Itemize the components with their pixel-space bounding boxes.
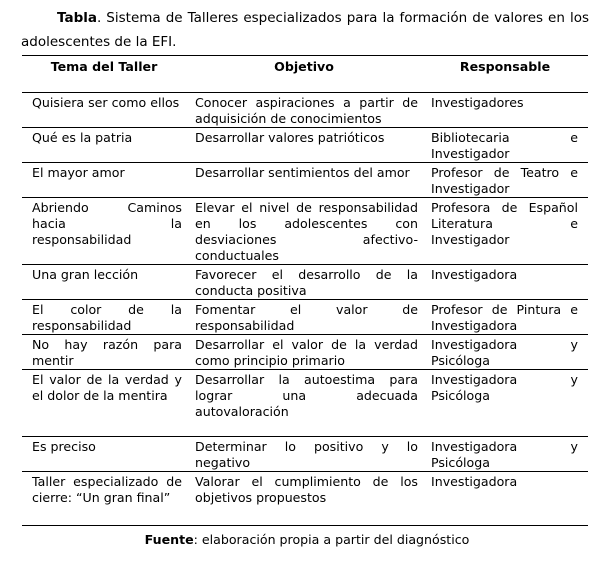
- cell-tema: Quisiera ser como ellos: [22, 93, 186, 128]
- cell-tema: Es preciso: [22, 437, 186, 472]
- table-row: [22, 472, 588, 526]
- cell-responsable: Bibliotecaria e Investigador: [422, 128, 588, 163]
- header-responsable: Responsable: [422, 56, 588, 93]
- header-tema: Tema del Taller: [22, 56, 186, 93]
- cell-responsable: Investigadora y Psicóloga: [422, 335, 588, 370]
- cell-objetivo: Desarrollar el valor de la verdad como principio primario: [186, 335, 422, 370]
- cell-tema: El valor de la verdad y el dolor de la mentira: [22, 370, 186, 437]
- cell-responsable: Investigadora y Psicóloga: [422, 370, 588, 437]
- cell-objetivo: Determinar lo positivo y lo negativo: [186, 437, 422, 472]
- table-row: [22, 163, 588, 198]
- source-note: [0, 532, 614, 547]
- source-text: : elaboración propia a partir del diagnóstico: [193, 532, 470, 547]
- cell-objetivo: Conocer aspiraciones a partir de adquisición de conocimientos: [186, 93, 422, 128]
- cell-objetivo: Valorar el cumplimiento de los objetivos propuestos: [186, 472, 422, 526]
- cell-responsable: Investigadora: [422, 265, 588, 300]
- cell-responsable: Profesor de Teatro e Investigador: [422, 163, 588, 198]
- cell-tema: El color de la responsabilidad: [22, 300, 186, 335]
- table-row: [22, 198, 588, 265]
- table-row: [22, 335, 588, 370]
- table-row: [22, 300, 588, 335]
- table-row: [22, 93, 588, 128]
- caption-text: . Sistema de Talleres especializados para la formación de valores en los adolescentes de la EFI.: [21, 10, 589, 50]
- cell-responsable: Profesora de Español Literatura e Investigador: [422, 198, 588, 265]
- cell-responsable: Investigadora y Psicóloga: [422, 437, 588, 472]
- table-row: [22, 437, 588, 472]
- cell-objetivo: Desarrollar sentimientos del amor: [186, 163, 422, 198]
- caption-label: Tabla: [57, 10, 97, 26]
- cell-tema: El mayor amor: [22, 163, 186, 198]
- cell-tema: Taller especializado de cierre: “Un gran final”: [22, 472, 186, 526]
- cell-responsable: Profesor de Pintura e Investigadora: [422, 300, 588, 335]
- table-row: [22, 128, 588, 163]
- cell-objetivo: Fomentar el valor de responsabilidad: [186, 300, 422, 335]
- source-label: Fuente: [144, 532, 194, 547]
- cell-objetivo: Desarrollar la autoestima para lograr una adecuada autovaloración: [186, 370, 422, 437]
- cell-tema: Una gran lección: [22, 265, 186, 300]
- cell-objetivo: Favorecer el desarrollo de la conducta positiva: [186, 265, 422, 300]
- table-header-row: [22, 56, 588, 93]
- workshops-table: [22, 55, 588, 526]
- cell-tema: Qué es la patria: [22, 128, 186, 163]
- header-objetivo: Objetivo: [186, 56, 422, 93]
- table-row: [22, 370, 588, 437]
- cell-objetivo: Desarrollar valores patrióticos: [186, 128, 422, 163]
- table-caption: [21, 6, 589, 54]
- table-row: [22, 265, 588, 300]
- cell-tema: Abriendo Caminos hacia la responsabilidad: [22, 198, 186, 265]
- cell-tema: No hay razón para mentir: [22, 335, 186, 370]
- cell-objetivo: Elevar el nivel de responsabilidad en los adolescentes con desviaciones afectivo-conductuales: [186, 198, 422, 265]
- cell-responsable: Investigadores: [422, 93, 588, 128]
- cell-responsable: Investigadora: [422, 472, 588, 526]
